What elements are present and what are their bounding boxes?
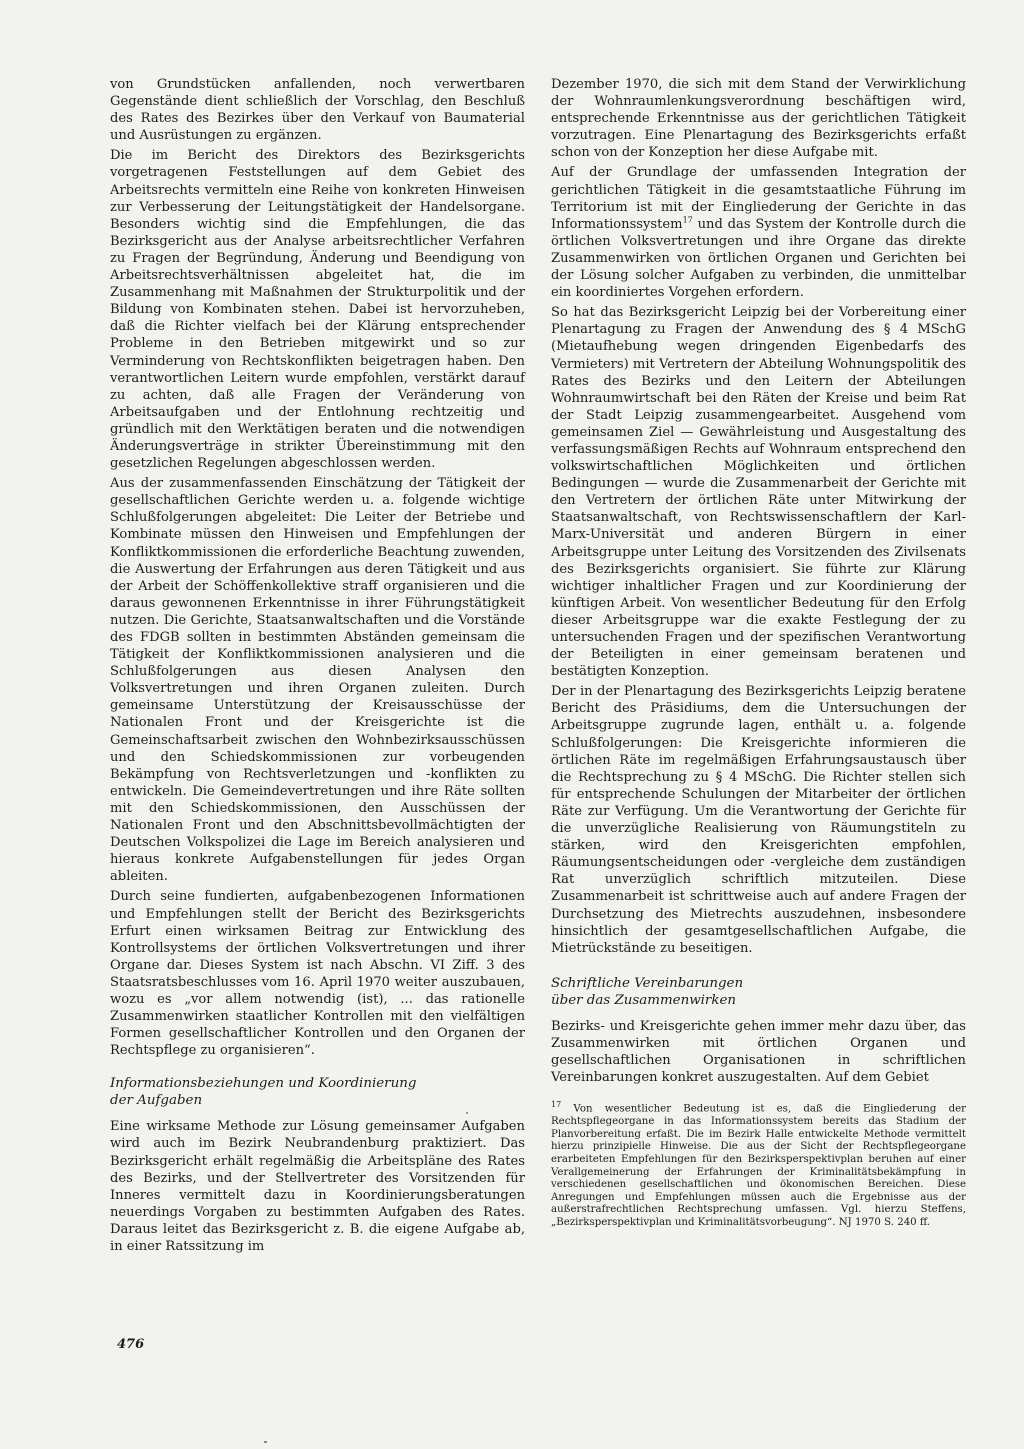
section-heading-line: der Aufgaben <box>110 1093 203 1109</box>
footnote-text <box>551 1099 966 1229</box>
section-heading <box>110 1075 525 1109</box>
footnote-body: Von wesentlicher Bedeutung ist es, daß die Eingliederung der Rechtspflegeorgane in das Informationssystem bereits das Stadium der Planvorbereitung erfaßt. Die im Bezirk Halle entwickelte Methode vermittelt hierzu prinzipielle Hinweise. Die aus der Sicht der Rechtspflegeorgane erarbeiteten Empfehlungen für den Bezirksperspektivplan beruhen auf einer Verallgemeinerung der Erfahrungen der Kriminalitätsbekämpfung in verschiedenen gesellschaftlichen und ökonomischen Bereichen. Diese Anregungen und Empfehlungen müssen auch die Ergebnisse aus der außerstrafrechtlichen Rechtsprechung umfassen. Vgl. hierzu Steffens, „Bezirksperspektivplan und Kriminalitätsvorbeugung“. NJ 1970 S. 240 ff. <box>551 1103 966 1228</box>
paragraph: Der in der Plenartagung des Bezirksgerichts Leipzig beratene Bericht des Präsidiums, dem die Untersuchungen der Arbeitsgruppe zugrunde lagen, enthält u. a. folgende Schlußfolgerungen: Die Kreisgerichte informieren die örtlichen Räte im regelmäßigen Erfahrungsaustausch über die Rechtsprechung zu § 4 MSchG. Die Richter stellen sich für entsprechende Schulungen der Mitarbeiter der örtlichen Räte zur Verfügung. Um die Verantwortung der Gerichte für die unverzügliche Realisierung von Räumungstiteln zu stärken, wird den Kreisgerichten empfohlen, Räumungsentscheidungen oder -vergleiche dem zuständigen Rat unverzüglich schriftlich mitzuteilen. Diese Zusammenarbeit ist schrittweise auch auf andere Fragen der Durchsetzung des Mietrechts auszudehnen, insbesondere hinsichtlich der gesamtgesellschaftlichen Aufgabe, die Mietrückstände zu beseitigen. <box>551 684 966 956</box>
paragraph: Dezember 1970, die sich mit dem Stand der Verwirklichung der Wohnraumlenkungsverordnung beschäftigen wird, entsprechende Erkenntnisse aus der gerichtlichen Tätigkeit vorzutragen. Eine Plenartagung des Bezirksgerichts erfaßt schon von der Konzeption her diese Aufgabe mit. <box>551 77 966 161</box>
paragraph: So hat das Bezirksgericht Leipzig bei der Vorbereitung einer Plenartagung zu Fragen der Anwendung des § 4 MSchG (Mietaufhebung wegen dringenden Eigenbedarfs des Vermieters) mit Vertretern der Abteilung Wohnungspolitik des Rates des Bezirks und den Leitern der Abteilungen Wohnraumwirtschaft bei den Räten der Kreise und beim Rat der Stadt Leipzig zusammengearbeitet. Ausgehend vom gemeinsamen Ziel — Gewährleistung und Ausgestaltung des verfassungsmäßigen Rechts auf Wohnraum entsprechend den volkswirtschaftlichen Möglichkeiten und örtlichen Bedingungen — wurde die Zusammenarbeit der Gerichte mit den Vertretern der örtlichen Räte unter Mitwirkung der Staatsanwaltschaft, von Rechtswissenschaftlern der Karl-Marx-Universität und anderen Bürgern in einer Arbeitsgruppe unter Leitung des Vorsitzenden des Zivilsenats des Bezirksgerichts organisiert. Sie führte zur Klärung wichtiger inhaltlicher Fragen und zur Koordinierung der künftigen Arbeit. Von wesentlicher Bedeutung für den Erfolg dieser Arbeitsgruppe war die exakte Festlegung der zu untersuchenden Fragen und der spezifischen Verantwortung der Beteiligten in einer gemeinsam beratenen und bestätigten Konzeption. <box>551 305 966 680</box>
paragraph: von Grundstücken anfallenden, noch verwertbaren Gegenstände dient schließlich der Vorschlag, den Beschluß des Rates des Bezirkes über den Verkauf von Baumaterial und Ausrüstungen zu ergänzen. <box>110 77 525 144</box>
paragraph: Bezirks- und Kreisgerichte gehen immer mehr dazu über, das Zusammenwirken mit örtlichen Organen und gesellschaftlichen Organisationen in schriftlichen Vereinbarungen konkret auszugestalten. Auf dem Gebiet <box>551 1018 966 1086</box>
scan-speck <box>466 1112 468 1114</box>
paragraph: Eine wirksame Methode zur Lösung gemeinsamer Aufgaben wird auch im Bezirk Neubrandenburg praktiziert. Das Bezirksgericht erhält regelmäßig die Arbeitspläne des Rates des Bezirks, und der Stellvertreter des Vorsitzenden für Inneres vermittelt dazu in Koordinierungsberatungen neuerdings Vorgaben zu bestimmten Aufgaben des Rates. Daraus leitet das Bezirksgericht z. B. die eigene Aufgabe ab, in einer Ratssitzung im <box>110 1119 525 1254</box>
paragraph: Durch seine fundierten, aufgabenbezogenen Informationen und Empfehlungen stellt der Bericht des Bezirksgerichts Erfurt einen wirksamen Beitrag zur Entwicklung des Kontrollsystems der örtlichen Volksvertretungen und ihrer Organe dar. Dieses System ist nach Abschn. VI Ziff. 3 des Staatsratsbeschlusses vom 16. April 1970 weiter auszubauen, wozu es „vor allem notwendig (ist), ... das rationelle Zusammenwirken staatlicher Kontrollen mit den vielfältigen Formen gesellschaftlicher Kontrollen und den Organen der Rechtspflege zu organisieren“. <box>110 889 525 1059</box>
footnote-reference: 17 <box>682 215 693 225</box>
footnote-number: 17 <box>551 1100 562 1110</box>
paragraph-text: Auf der Grundlage der umfassenden Integration der gerichtlichen Tätigkeit in die gesamtstaatliche Führung im Territorium ist mit der Eingliederung der Gerichte in das Informationssystem <box>551 165 966 232</box>
section-heading-line: über das Zusammenwirken <box>551 992 736 1008</box>
section-heading-line: Schriftliche Vereinbarungen <box>551 975 744 991</box>
paragraph: Die im Bericht des Direktors des Bezirksgerichts vorgetragenen Feststellungen auf dem Gebiet des Arbeitsrechts vermitteln eine Reihe von konkreten Hinweisen zur Verbesserung der Leitungstätigkeit der Handelsorgane. Besonders wichtig sind die Empfehlungen, die das Bezirksgericht aus der Analyse arbeitsrechtlicher Verfahren zu Fragen der Begründung, Änderung und Beendigung von Arbeitsrechtsverhältnissen abgeleitet hat, die im Zusammenhang mit Maßnahmen der Strukturpolitik und der Bildung von Kombinaten stehen. Dabei ist hervorzuheben, daß die Richter vielfach bei der Klärung entsprechender Probleme in den Betrieben mitgewirkt und so zur Verminderung von Rechtskonflikten beigetragen haben. Den verantwortlichen Leitern wurde empfohlen, verstärkt darauf zu achten, daß alle Fragen der Veränderung von Arbeitsaufgaben und der Entlohnung rechtzeitig und gründlich mit den Werktätigen beraten und die notwendigen Änderungsverträge in strikter Übereinstimmung mit den gesetzlichen Regelungen abgeschlossen werden. <box>110 148 525 472</box>
right-column <box>551 76 966 1229</box>
scan-speck <box>264 1441 267 1443</box>
paragraph-text: und das System der Kontrolle durch die örtlichen Volksvertretungen und ihre Organe das direkte Zusammenwirken von örtlichen Organen und Gerichten bei der Lösung solcher Aufgaben zu verbinden, die unmittelbar ein koordiniertes Vorgehen erfordern. <box>551 216 966 301</box>
left-column <box>110 76 525 1258</box>
section-heading-line: Informationsbeziehungen und Koordinierung <box>110 1076 417 1092</box>
paragraph: Aus der zusammenfassenden Einschätzung der Tätigkeit der gesellschaftlichen Gerichte werden u. a. folgende wichtige Schlußfolgerungen abgeleitet: Die Leiter der Betriebe und Kombinate müssen den Hinweisen und Empfehlungen der Konfliktkommissionen die erforderliche Beachtung zuwenden, die Auswertung der Erfahrungen aus deren Tätigkeit und aus der Arbeit der Schöffenkollektive straff organisieren und die daraus gewonnenen Erkenntnisse in ihrer Führungstätigkeit nutzen. Die Gerichte, Staatsanwaltschaften und die Vorstände des FDGB sollten in bestimmten Abständen gemeinsam die Tätigkeit der Konfliktkommissionen analysieren und die Schlußfolgerungen aus diesen Analysen den Volksvertretungen und ihren Organen zuleiten. Durch gemeinsame Unterstützung der Kreisausschüsse der Nationalen Front und der Kreisgerichte ist die Gemeinschaftsarbeit zwischen den Wohnbezirksausschüssen und den Schiedskommissionen zur vorbeugenden Bekämpfung von Rechtsverletzungen und -konflikten zu entwickeln. Die Gemeindevertretungen und ihre Räte sollten mit den Schiedskommissionen, den Ausschüssen der Nationalen Front und den Abschnittsbevollmächtigten der Deutschen Volkspolizei die Lage im Bereich analysieren und hieraus konkrete Aufgabenstellungen für jedes Organ ableiten. <box>110 476 525 885</box>
section-heading <box>551 975 966 1009</box>
footnote <box>551 1099 966 1229</box>
page-number: 476 <box>117 1337 145 1352</box>
paragraph <box>551 164 966 301</box>
